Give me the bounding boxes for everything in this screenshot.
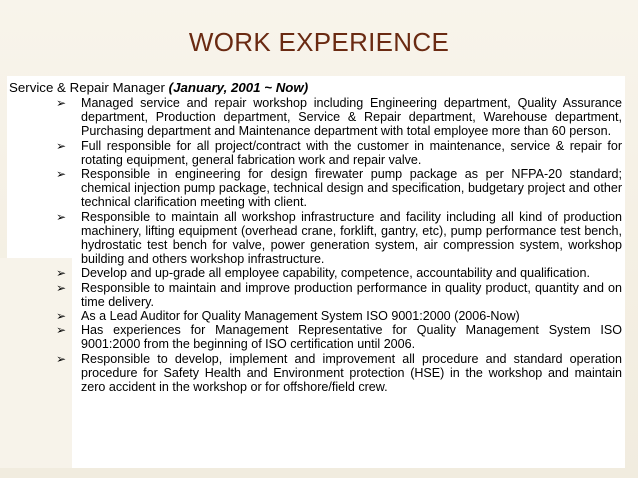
list-item bbox=[52, 352, 622, 395]
list-item-text: Responsible to maintain all workshop infrastructure and facility including all kind of production machinery, lifting equipment (overhead crane, forklift, gantry, etc), pump performance test bench, hydrostatic test bench for valve, power generation system, air compression system, workshop building and others workshop infrastructure. bbox=[81, 209, 622, 267]
list-item bbox=[52, 139, 622, 167]
list-item-text: Develop and up-grade all employee capability, competence, accountability and qualification. bbox=[81, 266, 590, 281]
slide-title: WORK EXPERIENCE bbox=[188, 27, 450, 57]
job-role: Service & Repair Manager bbox=[9, 80, 169, 95]
list-item-text: As a Lead Auditor for Quality Management System ISO 9001:2000 (2006-Now) bbox=[81, 309, 520, 324]
arrow-bullet-icon: ➢ bbox=[56, 266, 67, 281]
list-item-text: Responsible in engineering for design firewater pump package as per NFPA-20 standard; chemical injection pump package, technical design and specification, budgetary project and other technical clarification meeting with client. bbox=[81, 167, 622, 210]
arrow-bullet-icon: ➢ bbox=[56, 96, 67, 110]
list-item bbox=[52, 266, 622, 280]
job-dates: (January, 2001 ~ Now) bbox=[168, 80, 309, 95]
list-item bbox=[52, 96, 622, 139]
arrow-bullet-icon: ➢ bbox=[56, 138, 67, 153]
responsibilities-list bbox=[52, 96, 622, 394]
list-item bbox=[52, 323, 622, 351]
arrow-bullet-icon: ➢ bbox=[56, 167, 67, 182]
arrow-bullet-icon: ➢ bbox=[56, 351, 67, 366]
job-heading bbox=[9, 80, 308, 95]
arrow-bullet-icon: ➢ bbox=[56, 280, 67, 295]
list-item bbox=[52, 210, 622, 267]
list-item-text: Managed service and repair workshop including Engineering department, Quality Assurance department, Production department, Service & Repair department, Warehouse department, Purchasing department and Maintenance department with total employee more than 60 person. bbox=[81, 96, 622, 139]
list-item-text: Full responsible for all project/contract with the customer in maintenance, service & repair for rotating equipment, general fabrication work and repair valve. bbox=[81, 138, 622, 167]
arrow-bullet-icon: ➢ bbox=[56, 209, 67, 224]
list-item bbox=[52, 309, 622, 323]
list-item bbox=[52, 281, 622, 309]
list-item-text: Has experiences for Management Representative for Quality Management System ISO 9001:2000 from the beginning of ISO certification until 2006. bbox=[81, 323, 622, 352]
list-item bbox=[52, 167, 622, 210]
list-item-text: Responsible to maintain and improve production performance in quality product, quantity and on time delivery. bbox=[81, 280, 622, 309]
arrow-bullet-icon: ➢ bbox=[56, 323, 67, 338]
arrow-bullet-icon: ➢ bbox=[56, 309, 67, 324]
list-item-text: Responsible to develop, implement and improvement all procedure and standard operation procedure for Safety Health and Environment protection (HSE) in the workshop and maintain zero accident in the workshop or for offshore/field crew. bbox=[81, 351, 622, 395]
